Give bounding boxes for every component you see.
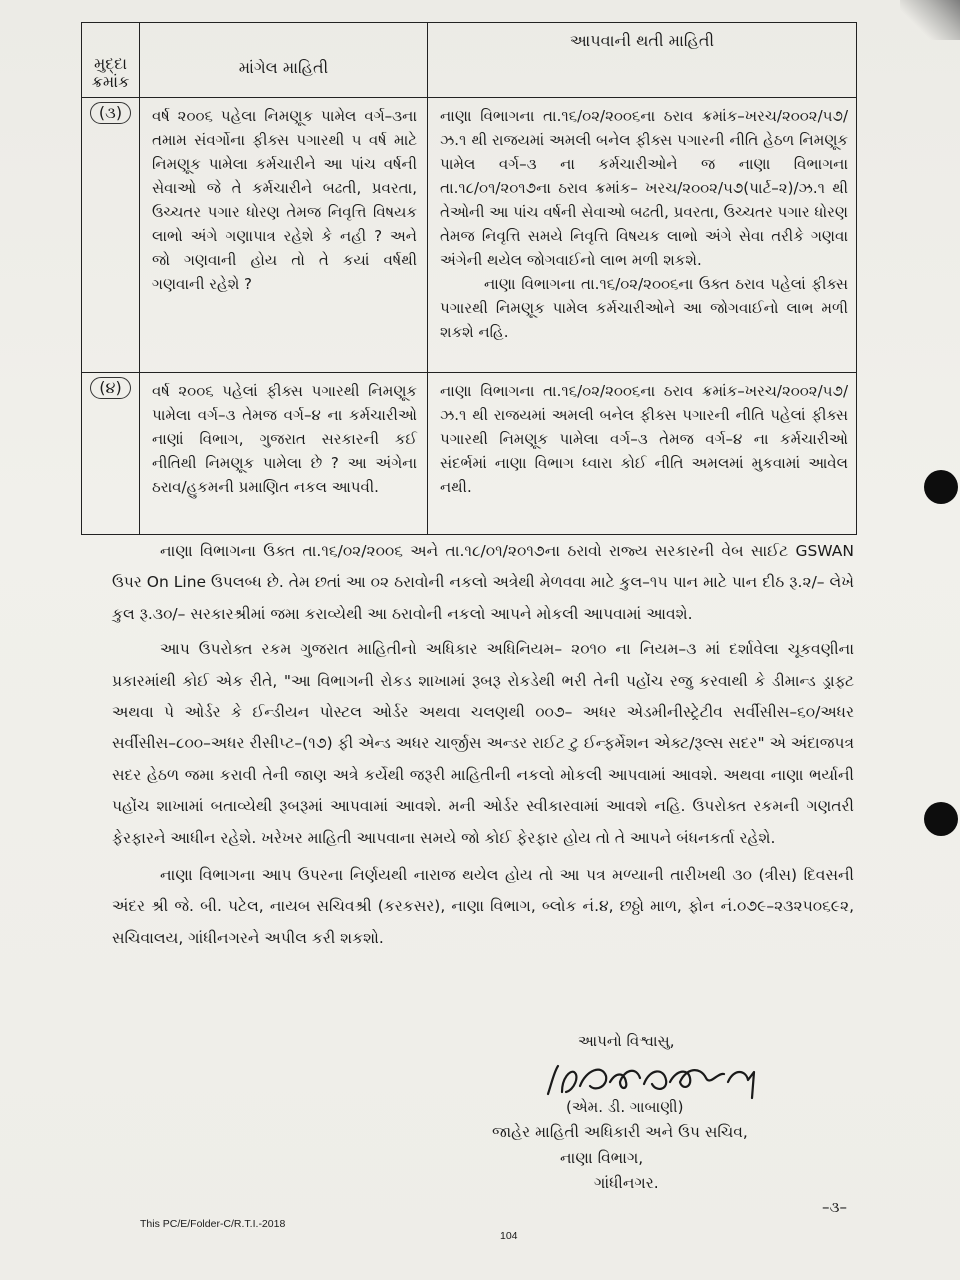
signature-area [540,1032,840,1100]
paragraph-appeal: નાણા વિભાગના આપ ઉપરના નિર્ણયથી નારાજ થયેલ હોય તો આ પત્ર મળ્યાની તારીખથી ૩૦ (ત્રીસ) દિવસની અંદર શ્રી જે. બી. પટેલ, નાયબ સચિવશ્રી (કરકસર), નાણા વિભાગ, બ્લોક નં.૪, છઠ્ઠો માળ, ફોન નં.૦૭૯–૨૩૨૫૦૬૯૨, સચિવાલય, ગાંધીનગરને અપીલ કરી શકશો. [112,866,854,947]
officer-name: (એમ. ડી. ગાબાણી) [566,1098,684,1116]
table-row [82,373,857,535]
paragraph-fee-details: નાણા વિભાગના ઉક્ત તા.૧૬/૦૨/૨૦૦૬ અને તા.૧૮/૦૧/૨૦૧૭ના ઠરાવો રાજ્ય સરકારની વેબ સાઈટ GSWAN ઉપર On Line ઉપલબ્ધ છે. તેમ છતાં આ ૦૨ ઠરાવોની નકલો અત્રેથી મેળવવા માટે કુલ–૧૫ પાન માટે પાન દીઠ રૂ.૨/– લેખે કુલ રૂ.૩૦/– સરકારશ્રીમાં જમા કરાવ્યેથી આ ઠરાવોની નકલો આપને મોકલી આપવામાં આવશે. [112,542,854,623]
header-provided-info: આપવાની થતી માહિતી [428,23,857,98]
officer-designation: જાહેર માહિતી અધિકારી અને ઉપ સચિવ, [492,1123,748,1141]
header-item-no: મુદ્દા ક્રમાંક [82,23,140,98]
officer-department: નાણા વિભાગ, [560,1149,644,1167]
rti-info-table [81,22,857,535]
answer-paragraph: નાણા વિભાગના તા.૧૬/૦૨/૨૦૦૬ના ઠરાવ ક્રમાંક–ખરચ/૨૦૦૨/૫૭/ઝ.૧ થી રાજયમાં અમલી બનેલ ફીક્સ પગારની નીતિ હેઠળ નિમણૂક પામેલ વર્ગ–૩ ના કર્મચારીઓને જ નાણા વિભાગના તા.૧૮/૦૧/૨૦૧૭ના ઠરાવ ક્રમાંક– ખરચ/૨૦૦૨/૫૭(પાર્ટ–૨)/ઝ.૧ થી તેઓની આ પાંચ વર્ષની સેવાઓ બઢતી, પ્રવરતા, ઉચ્ચતર પગાર ધોરણ તેમજ નિવૃત્તિ સમયે નિવૃત્તિ વિષયક લાભો અંગે સેવા તરીકે ગણવા અંગેની થયેલ જોગવાઈનો લાભ મળી શકશે. [440,107,848,269]
officer-city: ગાંધીનગર. [594,1174,659,1192]
letter-body [112,536,854,958]
item-number: (૩) [82,98,140,373]
table-header-row [82,23,857,98]
scan-corner-shadow [900,0,960,40]
closing-text: આપનો વિશ્વાસુ, [578,1032,675,1050]
table-row [82,98,857,373]
provided-info-text [428,373,857,535]
answer-paragraph: નાણા વિભાગના તા.૧૬/૦૨/૨૦૦૬ના ઉક્ત ઠરાવ પહેલાં ફીક્સ પગારથી નિમણૂક પામેલ કર્મચારીઓને આ જોગવાઈનો લાભ મળી શકશે નહિ. [440,275,848,341]
item-number: (૪) [82,373,140,535]
header-requested-info: માંગેલ માહિતી [140,23,428,98]
paragraph-payment-methods: આપ ઉપરોક્ત રકમ ગુજરાત માહિતીનો અધિકાર અધિનિયમ– ૨૦૧૦ ના નિયમ–૩ માં દર્શાવેલા ચૂકવણીના પ્રકારમાંથી કોઈ એક રીતે, "આ વિભાગની રોકડ શાખામાં રૂબરૂ રોકડેથી ભરી તેની પહોંચ રજુ કરવાથી કે ડીમાન્ડ ડ્રાફ્ટ અથવા પે ઓર્ડર કે ઈન્ડીયન પોસ્ટલ ઓર્ડર અથવા ચલણથી ૦૦૭– અધર એડમીનીસ્ટ્રેટીવ સર્વીસીસ–૬૦/અધર સર્વીસીસ–૮૦૦–અધર રીસીપ્ટ–(૧૭) ફી એન્ડ અધર ચાર્જીસ અન્ડર રાઈટ ટુ ઈન્ફર્મેશન એક્ટ/રૂલ્સ સદર" એ અંદાજપત્ર સદર હેઠળ જમા કરાવી તેની જાણ અત્રે કર્યેથી જરૂરી માહિતીની નકલો મોકલી આપવામાં આવશે. અથવા નાણા ભર્યાની પહોંચ શાખામાં બતાવ્યેથી રૂબરૂમાં આપવામાં આવશે. મની ઓર્ડર સ્વીકારવામાં આવશે નહિ. ઉપરોક્ત રકમની ગણતરી ફેરફારને આધીન રહેશે. ખરેખર માહિતી આપવાના સમયે જો કોઈ ફેરફાર હોય તો તે આપને બંધનકર્તા રહેશે. [112,640,854,847]
requested-info-text: વર્ષ ૨૦૦૬ પહેલાં ફીક્સ પગારથી નિમણૂક પામેલા વર્ગ–૩ તેમજ વર્ગ–૪ ના કર્મચારીઓ નાણાં વિભાગ, ગુજરાત સરકારની કઈ નીતિથી નિમણૂક પામેલા છે ? આ અંગેના ઠરાવ/હુકમની પ્રમાણિત નકલ આપવી. [140,373,428,535]
handwritten-signature [540,1042,770,1102]
page-marker: –૩– [822,1198,847,1216]
provided-info-text [428,98,857,373]
page-number: 104 [500,1230,518,1242]
file-reference: This PC/E/Folder-C/R.T.I.-2018 [140,1218,286,1230]
answer-paragraph: નાણા વિભાગના તા.૧૬/૦૨/૨૦૦૬ના ઠરાવ ક્રમાંક–ખરચ/૨૦૦૨/૫૭/ઝ.૧ થી રાજયમાં અમલી બનેલ ફીક્સ પગારની નીતિ પહેલાં ફીક્સ પગારથી નિમણૂક પામેલા વર્ગ–૩ તેમજ વર્ગ–૪ ના કર્મચારીઓ સંદર્ભમાં નાણા વિભાગ ધ્વારા કોઈ નીતિ અમલમાં મુકવામાં આવેલ નથી. [440,382,848,496]
punch-hole [924,470,958,504]
requested-info-text: વર્ષ ૨૦૦૬ પહેલા નિમણૂક પામેલ વર્ગ–૩ના તમામ સંવર્ગોના ફીક્સ પગારથી ૫ વર્ષ માટે નિમણૂક પામેલા કર્મચારીને આ પાંચ વર્ષની સેવાઓ જે તે કર્મચારીને બઢતી, પ્રવરતા, ઉચ્ચતર પગાર ધોરણ તેમજ નિવૃત્તિ વિષયક લાભો અંગે ગણાપાત્ર રહેશે કે નહી ? અને જો ગણવાની હોય તો તે કયાં વર્ષથી ગણવાની રહેશે ? [140,98,428,373]
punch-hole [924,802,958,836]
